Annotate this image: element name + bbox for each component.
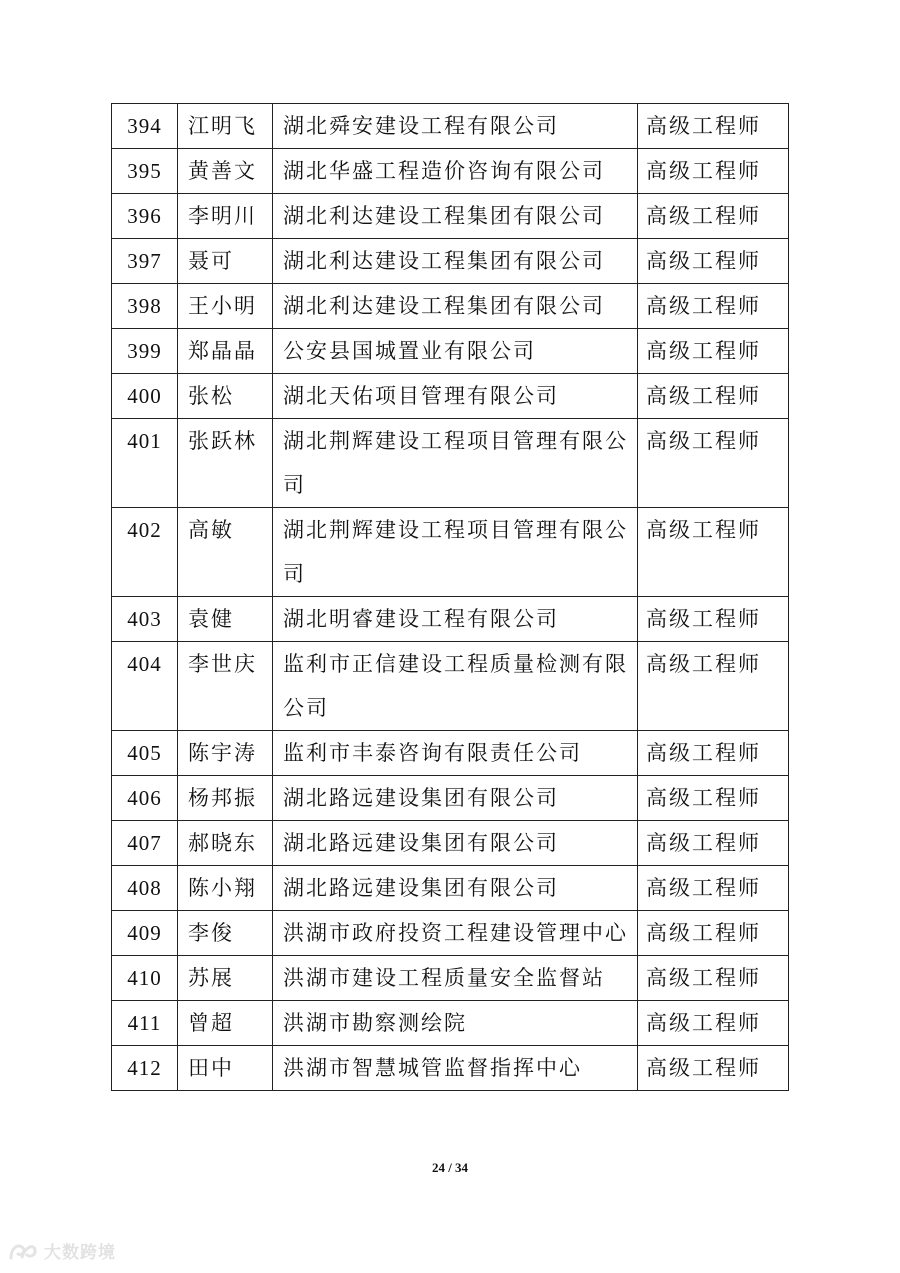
- organization-cell: 湖北天佑项目管理有限公司: [273, 374, 638, 419]
- row-number-cell: 408: [112, 866, 178, 911]
- name-cell: 陈宇涛: [178, 731, 273, 776]
- table-row: [112, 239, 789, 284]
- name-cell: 李俊: [178, 911, 273, 956]
- title-cell: 高级工程师: [638, 284, 789, 329]
- roster-table-body: [112, 104, 789, 1091]
- title-cell: 高级工程师: [638, 731, 789, 776]
- title-cell: 高级工程师: [638, 597, 789, 642]
- table-row: [112, 1046, 789, 1091]
- title-cell: 高级工程师: [638, 821, 789, 866]
- name-cell: 苏展: [178, 956, 273, 1001]
- name-cell: 郑晶晶: [178, 329, 273, 374]
- organization-cell: 湖北荆辉建设工程项目管理有限公司: [273, 419, 638, 508]
- name-cell: 张松: [178, 374, 273, 419]
- name-cell: 李世庆: [178, 642, 273, 731]
- title-cell: 高级工程师: [638, 329, 789, 374]
- organization-cell: 洪湖市勘察测绘院: [273, 1001, 638, 1046]
- title-cell: 高级工程师: [638, 1046, 789, 1091]
- title-cell: 高级工程师: [638, 239, 789, 284]
- title-cell: 高级工程师: [638, 911, 789, 956]
- table-row: [112, 419, 789, 508]
- title-cell: 高级工程师: [638, 642, 789, 731]
- title-cell: 高级工程师: [638, 194, 789, 239]
- name-cell: 杨邦振: [178, 776, 273, 821]
- organization-cell: 湖北路远建设集团有限公司: [273, 776, 638, 821]
- title-cell: 高级工程师: [638, 104, 789, 149]
- row-number-cell: 404: [112, 642, 178, 731]
- title-cell: 高级工程师: [638, 956, 789, 1001]
- organization-cell: 湖北路远建设集团有限公司: [273, 821, 638, 866]
- row-number-cell: 407: [112, 821, 178, 866]
- row-number-cell: 399: [112, 329, 178, 374]
- organization-cell: 湖北路远建设集团有限公司: [273, 866, 638, 911]
- table-row: [112, 642, 789, 731]
- name-cell: 高敏: [178, 508, 273, 597]
- organization-cell: 湖北利达建设工程集团有限公司: [273, 284, 638, 329]
- name-cell: 黄善文: [178, 149, 273, 194]
- name-cell: 袁健: [178, 597, 273, 642]
- table-row: [112, 508, 789, 597]
- name-cell: 王小明: [178, 284, 273, 329]
- row-number-cell: 398: [112, 284, 178, 329]
- row-number-cell: 402: [112, 508, 178, 597]
- name-cell: 聂可: [178, 239, 273, 284]
- name-cell: 江明飞: [178, 104, 273, 149]
- title-cell: 高级工程师: [638, 374, 789, 419]
- title-cell: 高级工程师: [638, 149, 789, 194]
- table-row: [112, 911, 789, 956]
- organization-cell: 洪湖市政府投资工程建设管理中心: [273, 911, 638, 956]
- title-cell: 高级工程师: [638, 1001, 789, 1046]
- table-row: [112, 1001, 789, 1046]
- watermark-text: 大数跨境: [44, 1243, 116, 1263]
- organization-cell: 监利市正信建设工程质量检测有限公司: [273, 642, 638, 731]
- organization-cell: 湖北荆辉建设工程项目管理有限公司: [273, 508, 638, 597]
- table-row: [112, 821, 789, 866]
- table-row: [112, 329, 789, 374]
- row-number-cell: 409: [112, 911, 178, 956]
- row-number-cell: 397: [112, 239, 178, 284]
- name-cell: 田中: [178, 1046, 273, 1091]
- table-row: [112, 284, 789, 329]
- row-number-cell: 401: [112, 419, 178, 508]
- table-row: [112, 731, 789, 776]
- organization-cell: 湖北舜安建设工程有限公司: [273, 104, 638, 149]
- title-cell: 高级工程师: [638, 866, 789, 911]
- row-number-cell: 405: [112, 731, 178, 776]
- name-cell: 李明川: [178, 194, 273, 239]
- table-row: [112, 956, 789, 1001]
- table-row: [112, 866, 789, 911]
- page-number: 24 / 34: [431, 1160, 469, 1175]
- table-row: [112, 776, 789, 821]
- organization-cell: 监利市丰泰咨询有限责任公司: [273, 731, 638, 776]
- brand-logo-icon: [8, 1240, 38, 1262]
- table-row: [112, 194, 789, 239]
- row-number-cell: 412: [112, 1046, 178, 1091]
- name-cell: 陈小翔: [178, 866, 273, 911]
- row-number-cell: 403: [112, 597, 178, 642]
- table-row: [112, 597, 789, 642]
- row-number-cell: 400: [112, 374, 178, 419]
- organization-cell: 湖北利达建设工程集团有限公司: [273, 239, 638, 284]
- table-row: [112, 104, 789, 149]
- watermark: [8, 1238, 116, 1263]
- organization-cell: 洪湖市智慧城管监督指挥中心: [273, 1046, 638, 1091]
- table-row: [112, 374, 789, 419]
- title-cell: 高级工程师: [638, 776, 789, 821]
- organization-cell: 湖北华盛工程造价咨询有限公司: [273, 149, 638, 194]
- row-number-cell: 411: [112, 1001, 178, 1046]
- name-cell: 张跃林: [178, 419, 273, 508]
- roster-table: [111, 103, 789, 1091]
- name-cell: 郝晓东: [178, 821, 273, 866]
- row-number-cell: 410: [112, 956, 178, 1001]
- table-row: [112, 149, 789, 194]
- organization-cell: 公安县国城置业有限公司: [273, 329, 638, 374]
- row-number-cell: 396: [112, 194, 178, 239]
- row-number-cell: 395: [112, 149, 178, 194]
- organization-cell: 湖北明睿建设工程有限公司: [273, 597, 638, 642]
- row-number-cell: 406: [112, 776, 178, 821]
- organization-cell: 洪湖市建设工程质量安全监督站: [273, 956, 638, 1001]
- row-number-cell: 394: [112, 104, 178, 149]
- title-cell: 高级工程师: [638, 508, 789, 597]
- title-cell: 高级工程师: [638, 419, 789, 508]
- name-cell: 曾超: [178, 1001, 273, 1046]
- organization-cell: 湖北利达建设工程集团有限公司: [273, 194, 638, 239]
